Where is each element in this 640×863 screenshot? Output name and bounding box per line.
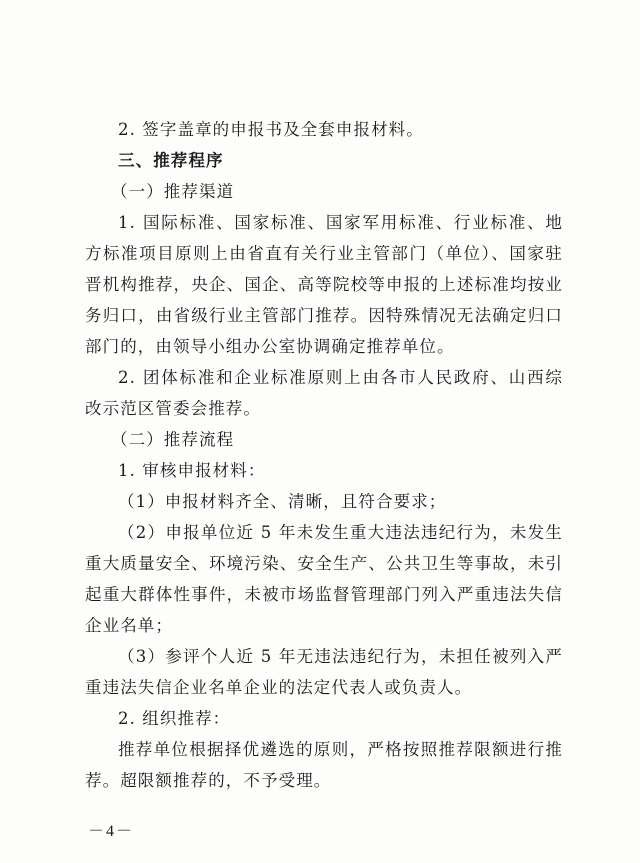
page-number: －4－ xyxy=(88,823,135,840)
document-body xyxy=(85,114,563,796)
paragraph-review-item-3: （3）参评个人近 5 年无违法违纪行为，未担任被列入严重违法失信企业名单企业的法定代表人或负责人。 xyxy=(85,647,563,697)
paragraph-materials: 2. 签字盖章的申报书及全套申报材料。 xyxy=(118,120,424,139)
paragraph-review-heading: 1. 审核申报材料： xyxy=(118,461,266,480)
paragraph-review-item-2: （2）申报单位近 5 年未发生重大违法违纪行为，未发生重大质量安全、环境污染、安全生产、公共卫生等事故，未引起重大群体性事件，未被市场监督管理部门列入严重违法失信企业名单； xyxy=(85,523,563,635)
paragraph-review-item-1: （1）申报材料齐全、清晰，且符合要求； xyxy=(118,492,447,511)
subsection-heading-channels: （一）推荐渠道 xyxy=(111,182,235,201)
paragraph-channel-2: 2. 团体标准和企业标准原则上由各市人民政府、山西综改示范区管委会推荐。 xyxy=(85,368,563,418)
subsection-heading-process: （二）推荐流程 xyxy=(111,430,235,449)
paragraph-recommend-body: 推荐单位根据择优遴选的原则，严格按照推荐限额进行推荐。超限额推荐的，不予受理。 xyxy=(85,740,563,790)
section-heading-procedure: 三、推荐程序 xyxy=(118,151,224,170)
paragraph-recommend-heading: 2. 组织推荐： xyxy=(118,709,231,728)
paragraph-channel-1: 1. 国际标准、国家标准、国家军用标准、行业标准、地方标准项目原则上由省直有关行业主管部门（单位）、国家驻晋机构推荐，央企、国企、高等院校等申报的上述标准均按业务归口，由省级行业主管部门推荐。因特殊情况无法确定归口部门的，由领导小组办公室协调确定推荐单位。 xyxy=(85,213,563,356)
